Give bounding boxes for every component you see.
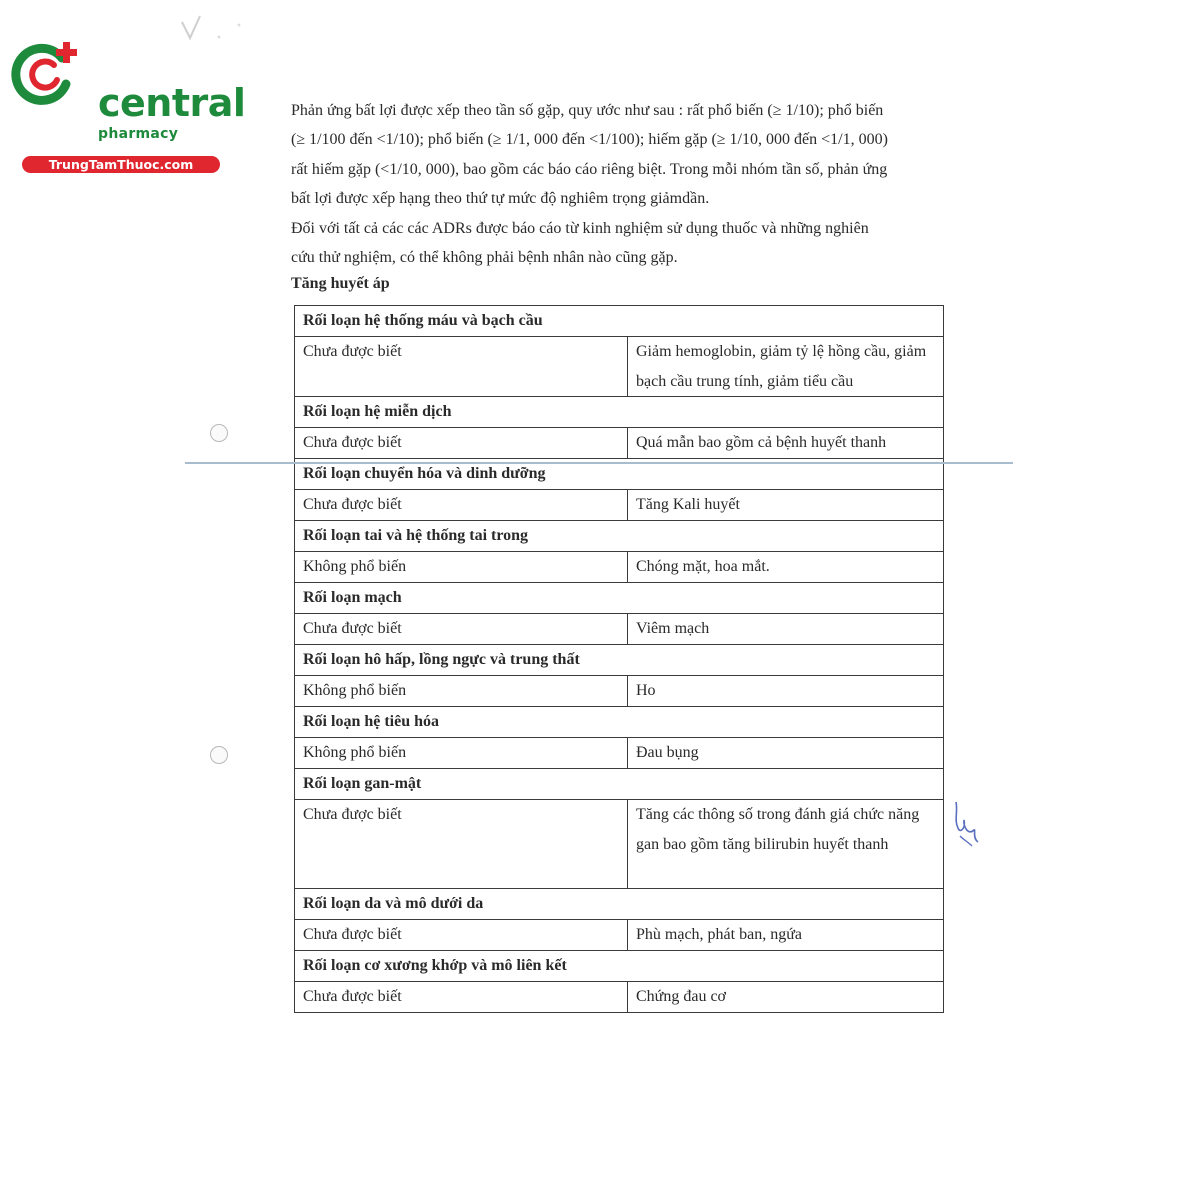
category-cell: Rối loạn da và mô dưới da xyxy=(295,889,944,920)
table-row xyxy=(295,676,944,707)
category-row xyxy=(295,889,944,920)
intro-line: bất lợi được xếp hạng theo thứ tự mức độ nghiêm trọng giảmdần. xyxy=(291,190,710,208)
category-cell: Rối loạn hệ thống máu và bạch cầu xyxy=(295,306,944,337)
reaction-cell: Đau bụng xyxy=(628,738,944,769)
category-row xyxy=(295,583,944,614)
reaction-cell: Chóng mặt, hoa mắt. xyxy=(628,552,944,583)
central-pharmacy-logo xyxy=(10,38,246,172)
frequency-cell: Chưa được biết xyxy=(295,800,628,889)
scan-line xyxy=(185,462,1013,464)
table-row xyxy=(295,982,944,1013)
frequency-cell: Chưa được biết xyxy=(295,920,628,951)
category-cell: Rối loạn cơ xương khớp và mô liên kết xyxy=(295,951,944,982)
intro-text xyxy=(291,96,941,272)
intro-line: Phản ứng bất lợi được xếp theo tần số gặp, quy ước như sau : rất phổ biến (≥ 1/10); phổ biến xyxy=(291,102,884,119)
category-cell: Rối loạn hô hấp, lồng ngực và trung thất xyxy=(295,645,944,676)
category-row xyxy=(295,645,944,676)
table-row xyxy=(295,738,944,769)
brand-name: central xyxy=(98,81,246,125)
table-row xyxy=(295,490,944,521)
frequency-cell: Không phổ biến xyxy=(295,738,628,769)
pharmacy-cross-logo-icon xyxy=(10,38,82,110)
table-row xyxy=(295,920,944,951)
category-cell: Rối loạn gan-mật xyxy=(295,769,944,800)
category-cell: Rối loạn tai và hệ thống tai trong xyxy=(295,521,944,552)
adverse-reactions-table xyxy=(294,305,944,1013)
frequency-cell: Không phổ biến xyxy=(295,552,628,583)
category-row xyxy=(295,306,944,337)
punch-hole xyxy=(210,424,228,442)
pencil-mark xyxy=(178,10,258,46)
table-row xyxy=(295,337,944,397)
brand-url: TrungTamThuoc.com xyxy=(22,156,220,173)
reaction-cell: Tăng Kali huyết xyxy=(628,490,944,521)
frequency-cell: Không phổ biến xyxy=(295,676,628,707)
intro-line: Đối với tất cả các các ADRs được báo cáo từ kinh nghiệm sử dụng thuốc và những nghiên xyxy=(291,219,869,237)
frequency-cell: Chưa được biết xyxy=(295,614,628,645)
intro-line: rất hiếm gặp (<1/10, 000), bao gồm các báo cáo riêng biệt. Trong mỗi nhóm tần số, phản ứng xyxy=(291,160,888,178)
category-cell: Rối loạn mạch xyxy=(295,583,944,614)
reaction-cell: Chứng đau cơ xyxy=(628,982,944,1013)
reaction-cell: Giảm hemoglobin, giảm tỷ lệ hồng cầu, giảm bạch cầu trung tính, giảm tiểu cầu xyxy=(628,337,944,397)
section-title: Tăng huyết áp xyxy=(291,275,390,292)
intro-line: cứu thử nghiệm, có thể không phải bệnh nhân nào cũng gặp. xyxy=(291,249,678,267)
category-row xyxy=(295,951,944,982)
reaction-cell: Tăng các thông số trong đánh giá chức năng gan bao gồm tăng bilirubin huyết thanh xyxy=(628,800,944,889)
reaction-cell: Ho xyxy=(628,676,944,707)
reaction-cell: Phù mạch, phát ban, ngứa xyxy=(628,920,944,951)
table-row xyxy=(295,614,944,645)
table-row xyxy=(295,428,944,459)
category-row xyxy=(295,769,944,800)
intro-line: (≥ 1/100 đến <1/10); phổ biến (≥ 1/1, 000 đến <1/100); hiếm gặp (≥ 1/10, 000 đến <1/1, 000) xyxy=(291,131,888,149)
brand-subtitle: pharmacy xyxy=(98,126,179,142)
frequency-cell: Chưa được biết xyxy=(295,337,628,397)
category-cell: Rối loạn hệ miễn dịch xyxy=(295,397,944,428)
category-cell: Rối loạn chuyển hóa và dinh dưỡng xyxy=(295,459,944,490)
category-row xyxy=(295,521,944,552)
frequency-cell: Chưa được biết xyxy=(295,490,628,521)
frequency-cell: Chưa được biết xyxy=(295,982,628,1013)
punch-hole xyxy=(210,746,228,764)
category-row xyxy=(295,707,944,738)
table-row xyxy=(295,800,944,889)
initials-signature xyxy=(948,798,984,850)
table-row xyxy=(295,552,944,583)
reaction-cell: Quá mẫn bao gồm cả bệnh huyết thanh xyxy=(628,428,944,459)
frequency-cell: Chưa được biết xyxy=(295,428,628,459)
reaction-cell: Viêm mạch xyxy=(628,614,944,645)
category-cell: Rối loạn hệ tiêu hóa xyxy=(295,707,944,738)
category-row xyxy=(295,397,944,428)
